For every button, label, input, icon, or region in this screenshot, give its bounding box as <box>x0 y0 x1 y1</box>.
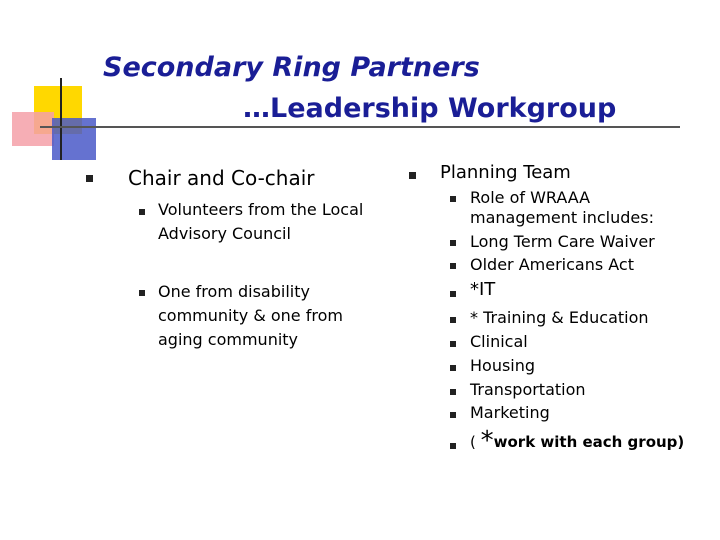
bullet-icon <box>450 443 456 449</box>
right-item-5: * Training & Education <box>470 308 649 327</box>
right-item-8: Transportation <box>470 380 586 399</box>
bullet-icon <box>450 196 456 202</box>
left-item-2-line3: aging community <box>158 330 299 349</box>
paren-open: ( <box>470 433 476 451</box>
bullet-icon <box>450 291 456 297</box>
bullet-icon <box>450 365 456 371</box>
right-item-10 <box>470 424 684 459</box>
right-item-1-line1: Role of WRAAA <box>470 188 591 207</box>
left-item-1-line1: Volunteers from the Local <box>158 200 364 219</box>
decor-vertical-rule <box>60 78 62 160</box>
asterisk: * <box>480 426 494 456</box>
left-heading: Chair and Co-chair <box>128 166 315 190</box>
title-underline-rule <box>40 126 680 128</box>
bullet-icon <box>450 341 456 347</box>
slide-title: Secondary Ring Partners <box>103 52 480 83</box>
right-item-2: Long Term Care Waiver <box>470 232 655 251</box>
bullet-icon <box>139 209 145 215</box>
right-item-1-line2: management includes: <box>470 208 654 227</box>
left-item-2-line1: One from disability <box>158 282 310 301</box>
bullet-icon <box>450 389 456 395</box>
left-item-1-line2: Advisory Council <box>158 224 291 243</box>
bullet-icon <box>450 412 456 418</box>
slide-subtitle: …Leadership Workgroup <box>243 93 617 124</box>
decor-blue-square <box>52 118 96 160</box>
bullet-icon <box>139 290 145 296</box>
right-item-9: Marketing <box>470 403 550 422</box>
right-item-6: Clinical <box>470 332 528 351</box>
bullet-icon <box>409 172 416 179</box>
right-item-3: Older Americans Act <box>470 255 634 274</box>
decor-pink-square <box>12 112 54 146</box>
bullet-icon <box>450 263 456 269</box>
left-item-2-line2: community & one from <box>158 306 343 325</box>
right-item-4: *IT <box>470 279 496 300</box>
work-with-each-group: work with each group) <box>493 433 685 451</box>
right-heading: Planning Team <box>440 162 571 183</box>
bullet-icon <box>450 240 456 246</box>
bullet-icon <box>450 317 456 323</box>
bullet-icon <box>86 175 93 182</box>
right-item-7: Housing <box>470 356 536 375</box>
